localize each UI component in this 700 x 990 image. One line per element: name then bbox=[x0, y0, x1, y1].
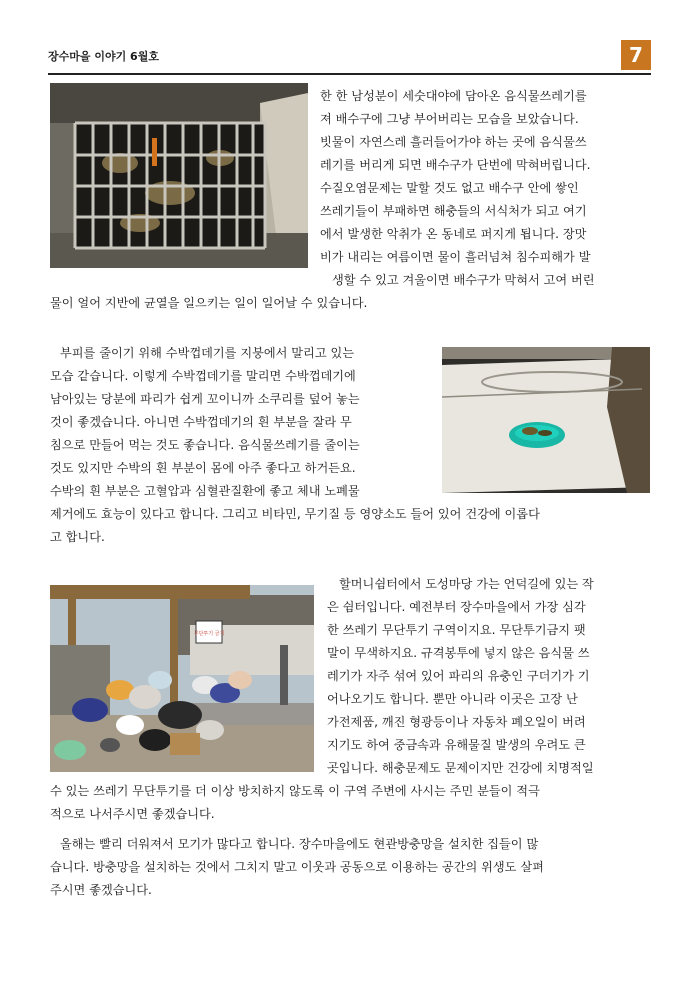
text-line: 수박의 흰 부분은 고혈압과 심혈관질환에 좋고 체내 노폐물 bbox=[50, 484, 360, 498]
text-line: 적으로 나서주시면 좋겠습니다. bbox=[50, 807, 215, 821]
text-line: 레기가 자주 섞여 있어 파리의 유충인 구더기가 기 bbox=[327, 669, 590, 683]
newsletter-title: 장수마을 이야기 6월호 bbox=[48, 50, 159, 63]
drain-grate-photo bbox=[50, 83, 308, 268]
text-line: 가전제품, 깨진 형광등이나 자동차 폐오일이 버려 bbox=[327, 715, 586, 729]
text-line: 져 배수구에 그냥 부어버리는 모습을 보았습니다. bbox=[320, 112, 579, 126]
illegal-dumping-photo bbox=[50, 585, 314, 772]
text-line: 주시면 좋겠습니다. bbox=[50, 883, 152, 897]
paragraph-dumping-tail bbox=[50, 780, 540, 826]
text-line: 습니다. 방충망을 설치하는 것에서 그치지 말고 이웃과 공동으로 이용하는 공간의 위생도 살펴 bbox=[50, 860, 544, 874]
paragraph-watermelon bbox=[50, 342, 540, 549]
header-divider bbox=[48, 73, 651, 75]
page-number-badge: 7 bbox=[621, 40, 651, 70]
text-line: 제거에도 효능이 있다고 합니다. 그리고 비타민, 무기질 등 영양소도 들어 있어 건강에 이롭다 bbox=[50, 507, 540, 521]
text-line: 생할 수 있고 겨울이면 배수구가 막혀서 고여 버린 bbox=[332, 273, 595, 287]
text-line: 한 한 남성분이 세숫대야에 담아온 음식물쓰레기를 bbox=[320, 89, 587, 103]
text-line: 침으로 만들어 먹는 것도 좋습니다. 음식물쓰레기를 줄이는 bbox=[50, 438, 360, 452]
text-line: 레기를 버리게 되면 배수구가 단번에 막혀버립니다. bbox=[320, 158, 591, 172]
text-line: 것이 좋겠습니다. 아니면 수박껍데기의 흰 부분을 잘라 무 bbox=[50, 415, 352, 429]
text-line: 한 쓰레기 무단투기 구역이지요. 무단투기금지 팻 bbox=[327, 623, 586, 637]
text-line: 에서 발생한 악취가 온 동네로 퍼지게 됩니다. 장맛 bbox=[320, 227, 587, 241]
no-dumping-sign-text: 무단투기 금지 bbox=[193, 631, 225, 637]
text-line: 어나오기도 합니다. 뿐만 아니라 이곳은 고장 난 bbox=[327, 692, 578, 706]
text-line: 수질오염문제는 말할 것도 없고 배수구 안에 쌓인 bbox=[320, 181, 579, 195]
text-line: 비가 내리는 여름이면 물이 흘러넘쳐 침수피해가 발 bbox=[320, 250, 591, 264]
text-line: 할머니쉼터에서 도성마당 가는 언덕길에 있는 작 bbox=[339, 577, 594, 591]
text-line: 쓰레기들이 부패하면 해충들의 서식처가 되고 여기 bbox=[320, 204, 587, 218]
text-line: 은 쉼터입니다. 예전부터 장수마을에서 가장 심각 bbox=[327, 600, 586, 614]
text-line: 남아있는 당분에 파리가 쉽게 꼬이니까 소쿠리를 덮어 놓는 bbox=[50, 392, 360, 406]
paragraph-drain-last-line bbox=[50, 292, 367, 315]
text-line: 부피를 줄이기 위해 수박껍데기를 지붕에서 말리고 있는 bbox=[60, 346, 355, 360]
text-line: 수 있는 쓰레기 무단투기를 더 이상 방치하지 않도록 이 구역 주변에 사시는 주민 분들이 적극 bbox=[50, 784, 540, 798]
text-line: 말이 무색하지요. 규격봉투에 넣지 않은 음식물 쓰 bbox=[327, 646, 590, 660]
text-line: 지기도 하여 중금속과 유해물질 발생의 우려도 큰 bbox=[327, 738, 586, 752]
text-line: 모습 같습니다. 이렇게 수박껍데기를 말리면 수박껍데기에 bbox=[50, 369, 356, 383]
text-line: 올해는 빨리 더워져서 모기가 많다고 합니다. 장수마을에도 현관방충망을 설치한 집들이 많 bbox=[60, 837, 539, 851]
paragraph-mosquito bbox=[50, 833, 544, 902]
text-line: 것도 있지만 수박의 흰 부분이 몸에 아주 좋다고 하거든요. bbox=[50, 461, 356, 475]
text-line: 빗물이 자연스레 흘러들어가야 하는 곳에 음식물쓰 bbox=[320, 135, 587, 149]
text-line: 고 합니다. bbox=[50, 530, 105, 544]
page-header bbox=[48, 40, 651, 72]
text-line: 곳입니다. 해충문제도 문제이지만 건강에 치명적일 bbox=[327, 761, 594, 775]
paragraph-dumping bbox=[327, 573, 594, 780]
paragraph-drain bbox=[320, 85, 652, 292]
text-line: 물이 얼어 지반에 균열을 일으키는 일이 일어날 수 있습니다. bbox=[50, 296, 368, 310]
